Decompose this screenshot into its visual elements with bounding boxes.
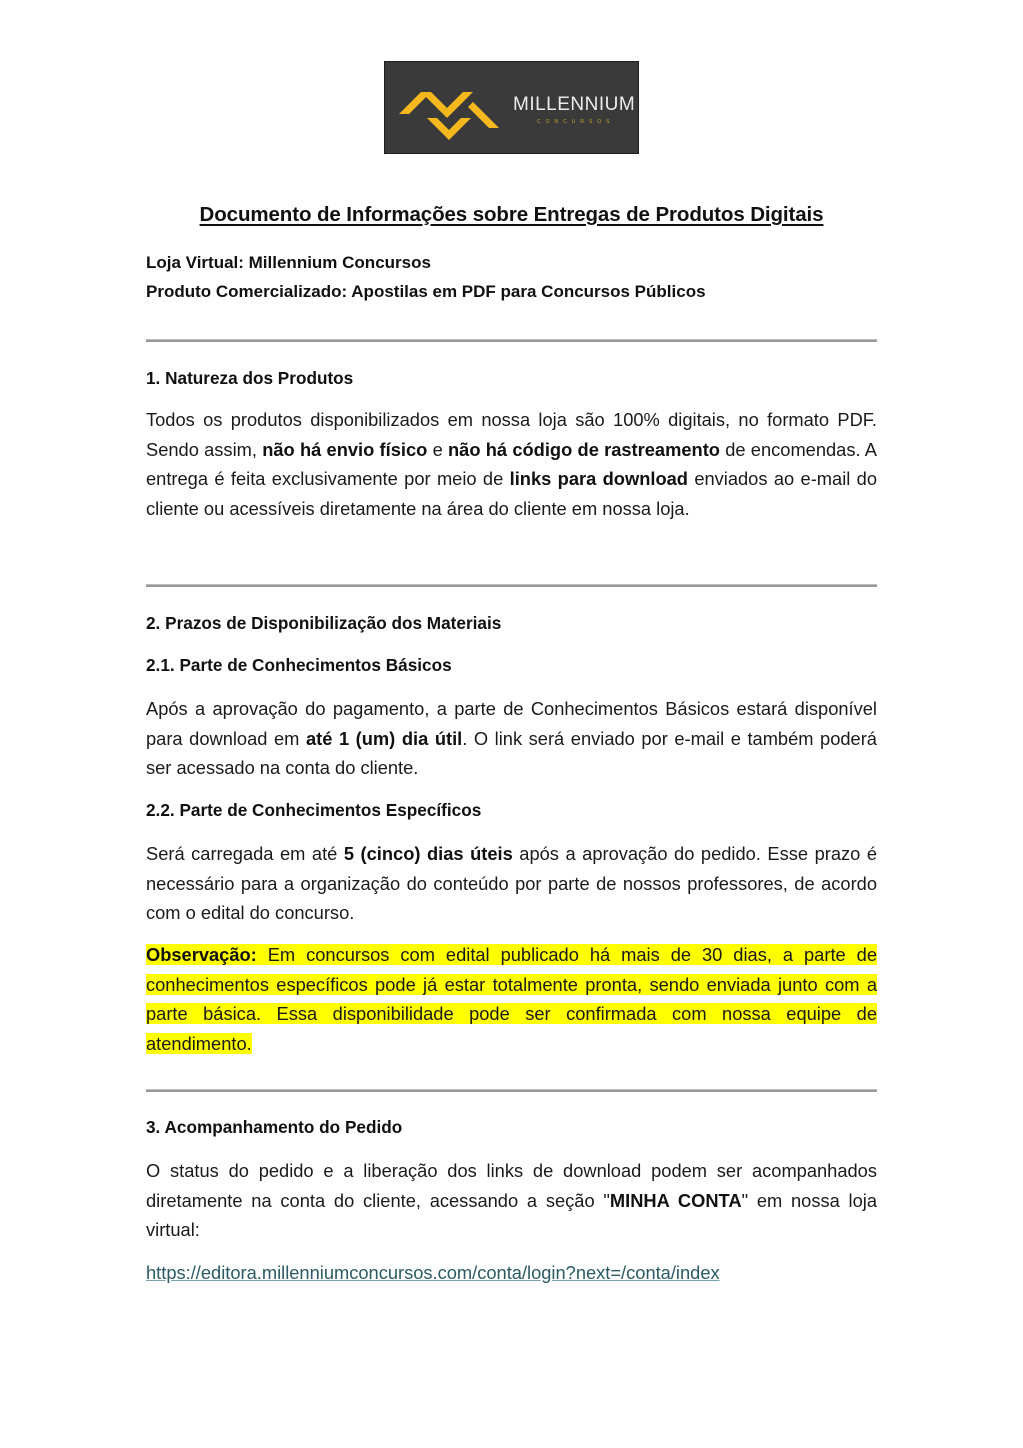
section-2-1-paragraph — [146, 694, 877, 783]
note-highlight — [146, 944, 877, 1054]
divider — [146, 1089, 877, 1092]
bold-five-business-days: 5 (cinco) dias úteis — [343, 843, 513, 864]
section-3-paragraph — [146, 1156, 877, 1245]
text-run: após a aprovação do pedido. Esse prazo é necessário para a organização do conteúdo por parte de nossos professores, de acordo com o edital do concurso. — [146, 843, 877, 923]
text-run: O status do pedido e a liberação dos links de download podem ser acompanhados diretamente na conta do cliente, acessando a seção " — [146, 1160, 877, 1211]
text-run: e — [427, 438, 448, 460]
text-run: Será carregada em até — [146, 843, 344, 864]
section-1-paragraph — [146, 405, 877, 523]
divider — [146, 339, 877, 342]
account-link-line — [146, 1258, 877, 1288]
text-run: Após a aprovação do pagamento, a parte de Conhecimentos Básicos estará disponível para download em — [146, 698, 877, 749]
section-2-2-paragraph — [146, 839, 877, 928]
millennium-m-logo-icon — [391, 70, 503, 148]
document-title: Documento de Informações sobre Entregas de Produtos Digitais — [199, 203, 824, 226]
section-2-1-heading: 2.1. Parte de Conhecimentos Básicos — [146, 655, 452, 675]
section-2-2-heading: 2.2. Parte de Conhecimentos Específicos — [146, 800, 482, 820]
text-run: enviados ao e-mail do cliente ou acessíveis diretamente na área do cliente em nossa loja. — [146, 468, 878, 519]
section-3-heading: 3. Acompanhamento do Pedido — [146, 1117, 403, 1137]
product-line: Produto Comercializado: Apostilas em PDF para Concursos Públicos — [146, 282, 706, 301]
store-line: Loja Virtual: Millennium Concursos — [146, 253, 431, 272]
bold-minha-conta: MINHA CONTA — [609, 1189, 742, 1211]
text-run: Todos os produtos disponibilizados em nossa loja são 100% digitais, no formato PDF. Sendo assim, — [146, 409, 877, 460]
text-run: . O link será enviado por e-mail e também poderá ser acessado na conta do cliente. — [146, 727, 877, 778]
logo-brand-name: MILLENNIUM — [513, 94, 636, 115]
logo-subtitle: CONCURSOS — [537, 119, 615, 125]
divider — [146, 584, 877, 587]
company-logo — [384, 61, 639, 154]
section-2-heading: 2. Prazos de Disponibilização dos Materiais — [146, 613, 502, 633]
section-1-heading: 1. Natureza dos Produtos — [146, 368, 354, 388]
highlighted-note — [146, 940, 877, 1058]
bold-download-links: links para download — [509, 468, 688, 489]
text-run: " em nossa loja virtual: — [146, 1189, 878, 1240]
note-text: Em concursos com edital publicado há mais de 30 dias, a parte de conhecimentos específicos pode já estar totalmente pronta, sendo enviada junto com a parte básica. Essa disponibilidade pode ser confirmada com nossa equipe de atendimento. — [146, 944, 877, 1054]
bold-no-tracking: não há código de rastreamento — [448, 438, 720, 460]
bold-one-business-day: até 1 (um) dia útil — [305, 727, 463, 749]
text-run: de encomendas. A entrega é feita exclusivamente por meio de — [146, 438, 878, 489]
bold-no-shipping: não há envio físico — [262, 438, 428, 460]
note-label: Observação: — [146, 944, 257, 965]
account-login-link[interactable]: https://editora.millenniumconcursos.com/conta/login?next=/conta/index — [146, 1262, 720, 1283]
